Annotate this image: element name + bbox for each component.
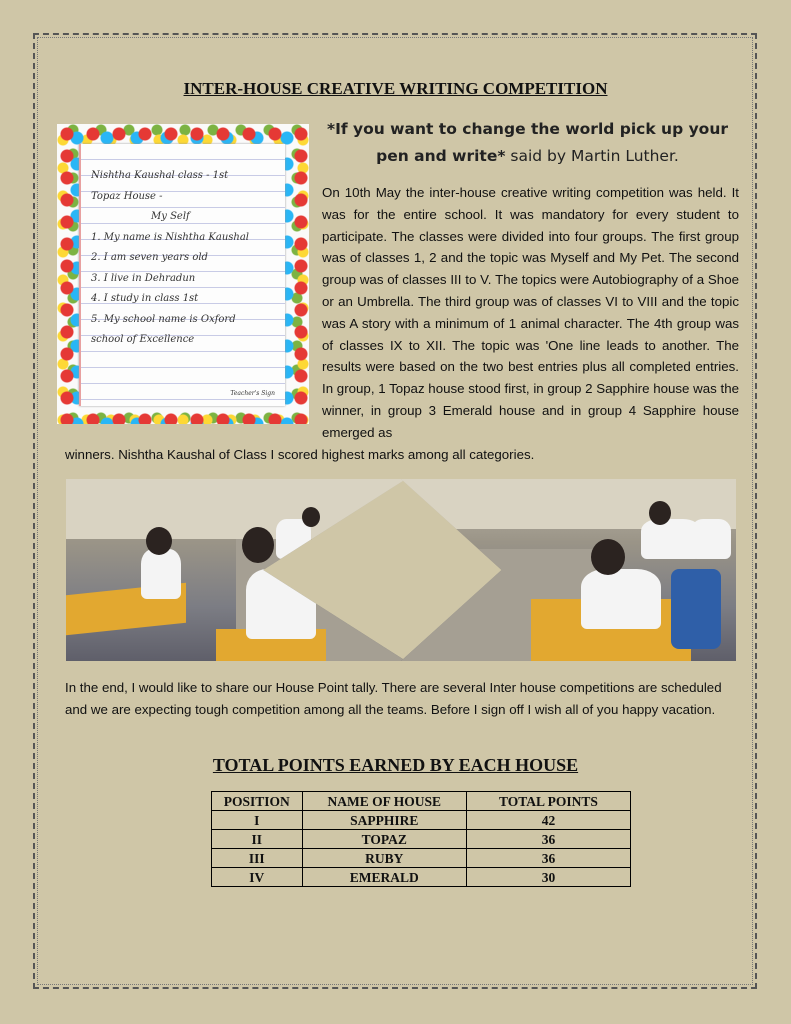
handwritten-entry-photo [57, 124, 309, 424]
table-row [212, 830, 631, 849]
letter-line: Topaz House - [91, 190, 163, 202]
house-cell: RUBY [302, 849, 466, 868]
table-row [212, 811, 631, 830]
points-cell: 36 [466, 849, 630, 868]
main-paragraph: On 10th May the inter-house creative writing competition was held. It was for the entire school. It was mandatory for every student to participate. The classes were divided into four groups. The first group was of classes 1, 2 and the topic was Myself and My Pet. The second group was of classes III to V. The topics were Autobiography of a Shoe or an Umbrella. The third group was of classes VI to VIII and the topic was A story with a minimum of 1 animal character. The 4th group was of classes IX to XII. The topic was 'One line leads to another. The results were based on the two best entries plus all completed entries. In group, 1 Topaz house stood first, in group 2 Sapphire house was the winner, in group 3 Emerald house and in group 4 Sapphire house emerged as [322, 185, 739, 440]
header-position: POSITION [212, 792, 303, 811]
main-paragraph-continued: winners. Nishtha Kaushal of Class I scored highest marks among all categories. [65, 447, 535, 462]
house-points-table [211, 791, 631, 887]
house-cell: TOPAZ [302, 830, 466, 849]
table-header-row [212, 792, 631, 811]
letter-line: 2. I am seven years old [91, 252, 208, 263]
letter-line: 5. My school name is Oxford [91, 313, 236, 325]
table-heading: TOTAL POINTS EARNED BY EACH HOUSE [212, 755, 579, 775]
page-title: INTER-HOUSE CREATIVE WRITING COMPETITION [183, 79, 608, 98]
classroom-photo-left [66, 479, 406, 661]
letter-line: My Self [151, 211, 190, 222]
header-points: TOTAL POINTS [466, 792, 630, 811]
position-cell: I [212, 811, 303, 830]
position-cell: III [212, 849, 303, 868]
quote-bold: *If you want to change the world pick up your pen and write* [326, 120, 729, 165]
quote [320, 116, 735, 170]
position-cell: IV [212, 868, 303, 887]
letter-line: Nishtha Kaushal class - 1st [91, 170, 229, 181]
table-row [212, 849, 631, 868]
table-row [212, 868, 631, 887]
closing-paragraph: In the end, I would like to share our House Point tally. There are several Inter house competitions are scheduled and we are expecting tough competition among all the teams. Before I sign off I wish all of you happy vacation. [65, 680, 722, 717]
letter-line: 1. My name is Nishtha Kaushal [91, 231, 250, 243]
house-cell: SAPPHIRE [302, 811, 466, 830]
letter-line: school of Excellence [91, 334, 195, 345]
position-cell: II [212, 830, 303, 849]
house-cell: EMERALD [302, 868, 466, 887]
handwritten-paper [79, 144, 285, 406]
points-cell: 36 [466, 830, 630, 849]
classroom-photos [66, 479, 736, 661]
points-cell: 42 [466, 811, 630, 830]
header-house: NAME OF HOUSE [302, 792, 466, 811]
quote-attribution: said by Martin Luther. [505, 147, 679, 165]
letter-line: 4. I study in class 1st [91, 293, 199, 304]
points-cell: 30 [466, 868, 630, 887]
teacher-sign-label: Teacher's Sign [230, 390, 275, 397]
letter-line: 3. I live in Dehradun [91, 272, 196, 284]
classroom-photo-right [401, 479, 736, 661]
